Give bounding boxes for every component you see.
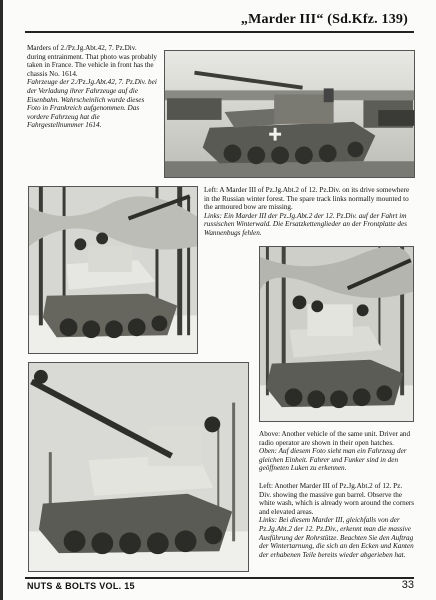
caption-1 <box>27 44 157 130</box>
caption-2 <box>204 186 414 238</box>
photo-open-hatches <box>259 246 414 422</box>
photo-open-hatches-image <box>260 247 413 421</box>
page-number: 33 <box>401 579 414 591</box>
caption-1-english: Marders of 2./Pz.Jg.Abt.42, 7. Pz.Div. during entrainment. That photo was probably taken in France. The vehicle in front has the chassis No. 1614. <box>27 44 158 78</box>
header-rule <box>25 31 414 33</box>
photo-entrainment <box>164 50 415 178</box>
footer-rule <box>25 577 414 579</box>
page-title: „Marder III“ (Sd.Kfz. 139) <box>240 12 408 27</box>
caption-2-german: Links: Ein Marder III der Pz.Jg.Abt.2 der 12. Pz.Div. auf der Fahrt im russischen Winterwald. Die Ersatzkettenglieder an der Frontplatte des Wannenbugs fehlen. <box>204 211 407 237</box>
photo-winter-forest <box>28 186 198 354</box>
series-title: NUTS & BOLTS VOL. 15 <box>27 581 135 591</box>
photo-winter-forest-image <box>29 187 197 353</box>
caption-4-german: Links: Bei diesem Marder III, gleichfalls von der Pz.Jg.Abt.2 der 12. Pz.Div., erkennt man die massive Ausführung der Rohrstütze. Beachten Sie den Auftrag der Wintertarnung, die sich an den Ecken und Kanten der erhabenen Teile bereits wieder abgerieben hat. <box>259 516 414 559</box>
caption-4-english: Left: Another Marder III of Pz.Jg.Abt.2 of 12. Pz. Div. showing the massive gun barrel. Observe the white wash, which is already worn around the corners and elevated areas. <box>259 482 415 516</box>
caption-3 <box>259 430 415 473</box>
caption-1-german: Fahrzeuge der 2./Pz.Jg.Abt.42, 7. Pz.Div. bei der Verladung ihrer Fahrzeuge auf die Eisenbahn. Wahrscheinlich wurde dieses Foto in Frankreich aufgenommen. Das vordere Fahrzeug hat die Fahrgestellnummer 1614. <box>27 78 157 130</box>
caption-2-english: Left: A Marder III of Pz.Jg.Abt.2 of 12. Pz.Div. on its drive somewhere in the Russian winter forest. The spare track links normally mounted to the armoured bow are missing. <box>204 186 410 212</box>
caption-3-english: Above: Another vehicle of the same unit. Driver and radio operator are shown in their open hatches. <box>259 430 411 447</box>
caption-4 <box>259 482 415 559</box>
caption-3-german: Oben: Auf diesem Foto sieht man ein Fahrzeug der gleichen Einheit. Fahrer und Funker sind in den geöffneten Luken zu erkennen. <box>259 447 407 473</box>
photo-entrainment-image <box>165 51 414 177</box>
photo-gun-barrel-image <box>29 363 248 571</box>
photo-gun-barrel <box>28 362 249 572</box>
